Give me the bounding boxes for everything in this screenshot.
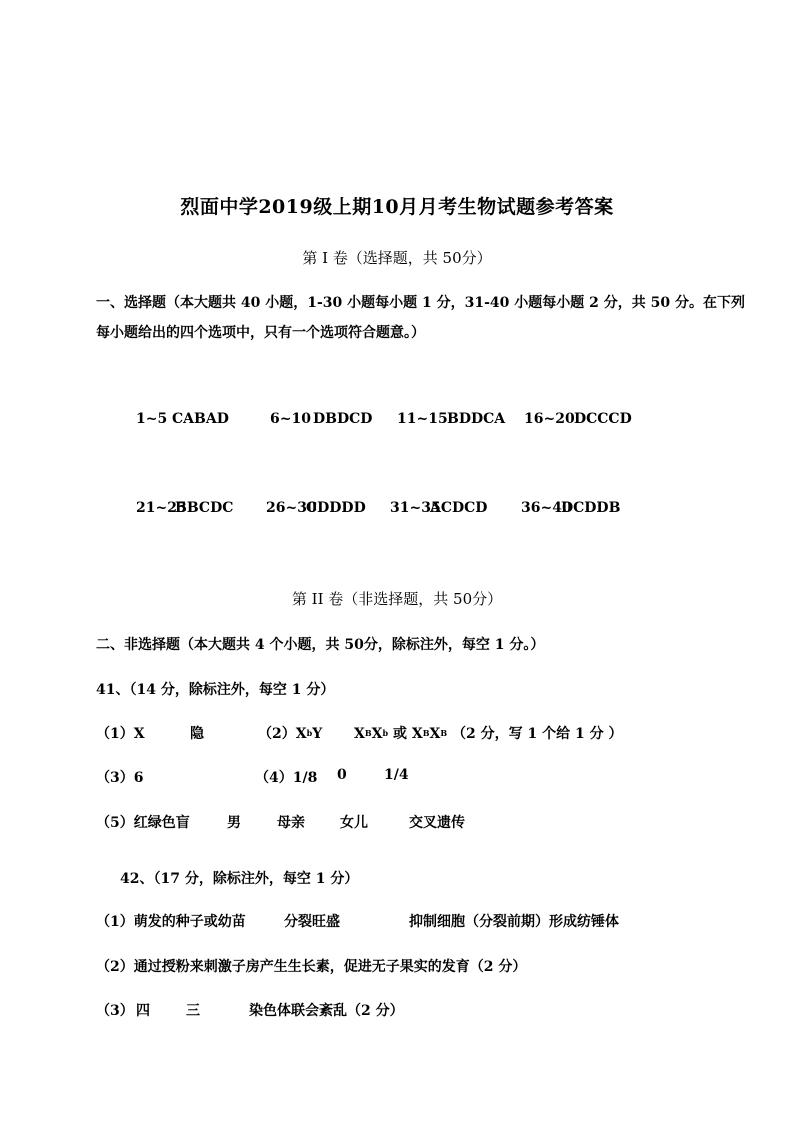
- answer-letters: BBCDC: [175, 500, 234, 516]
- q41-2-genotypes: $X^BX^b$ 或 $X^BX^B$: [354, 726, 448, 742]
- q41-5-answer-c: 母亲: [277, 815, 305, 831]
- q41-1-answer: （1）X: [96, 726, 145, 742]
- answer-range: 1~5: [136, 411, 168, 427]
- q42-1-answer: （1）萌发的种子或幼苗: [96, 914, 246, 930]
- q41-4-answer-b: 0: [337, 767, 347, 783]
- answer-letters: BDDCA: [447, 411, 506, 427]
- q41-4-answer-c: 1/4: [384, 767, 409, 783]
- q41-1-answer-b: 隐: [190, 726, 204, 742]
- answer-letters: CABAD: [172, 411, 229, 427]
- q41-header: 41、（14 分，除标注外，每空 1 分）: [96, 682, 335, 698]
- q41-2-note: （2 分，写 1 个给 1 分 ）: [452, 726, 623, 742]
- answer-range: 26~30: [266, 500, 317, 516]
- section2-instructions: 二、非选择题（本大题共 4 个小题，共 50分，除标注外，每空 1 分。）: [96, 637, 545, 653]
- part1-heading: 第 I 卷（选择题，共 50分）: [302, 249, 492, 267]
- q41-3-answer: （3）6: [96, 770, 144, 786]
- q41-5-answer-d: 女儿: [340, 815, 368, 831]
- q42-3-label: （3）: [96, 1003, 134, 1019]
- section1-instructions-line1: 一、选择题（本大题共 40 小题，1-30 小题每小题 1 分，31-40 小题每小题 2 分，共 50 分。在下列: [96, 295, 745, 311]
- answer-letters: CDDDD: [306, 500, 366, 516]
- answer-letters: DBDCD: [313, 411, 373, 427]
- answer-range: 6~10: [270, 411, 311, 427]
- q42-3-answer-b: 三: [186, 1003, 200, 1019]
- answer-range: 11~15: [397, 411, 448, 427]
- q41-2-answer: $(2)X^bY$: [258, 726, 323, 742]
- part2-heading: 第 II 卷（非选择题，共 50分）: [291, 590, 503, 608]
- section1-instructions-line2: 每小题给出的四个选项中，只有一个选项符合题意。）: [96, 325, 425, 341]
- q41-5-answer-e: 交叉遗传: [409, 815, 465, 831]
- q42-1-answer-c: 抑制细胞（分裂前期）形成纺锤体: [409, 914, 619, 930]
- answer-range: 21~25: [136, 500, 187, 516]
- document-title: 烈面中学2019级上期10月月考生物试题参考答案: [180, 196, 614, 218]
- q42-3-answer-c: 染色体联会紊乱（2 分）: [249, 1003, 404, 1019]
- answer-range: 31~35: [390, 500, 441, 516]
- answer-range: 16~20: [524, 411, 575, 427]
- answer-range: 36~40: [521, 500, 572, 516]
- q42-1-answer-b: 分裂旺盛: [284, 914, 340, 930]
- q42-header: 42、（17 分，除标注外，每空 1 分）: [120, 871, 359, 887]
- q41-5-answer: （5）红绿色盲: [96, 815, 190, 831]
- q42-3-answer-a: 四: [136, 1003, 150, 1019]
- q41-5-answer-b: 男: [227, 815, 241, 831]
- q42-2-answer: （2）通过授粉来刺激子房产生生长素，促进无子果实的发育（2 分）: [96, 959, 527, 975]
- q41-4-answer: （4）1/8: [255, 770, 318, 786]
- answer-letters: DCCCD: [574, 411, 632, 427]
- answer-letters: DCDDB: [561, 500, 621, 516]
- answer-letters: ACDCD: [430, 500, 488, 516]
